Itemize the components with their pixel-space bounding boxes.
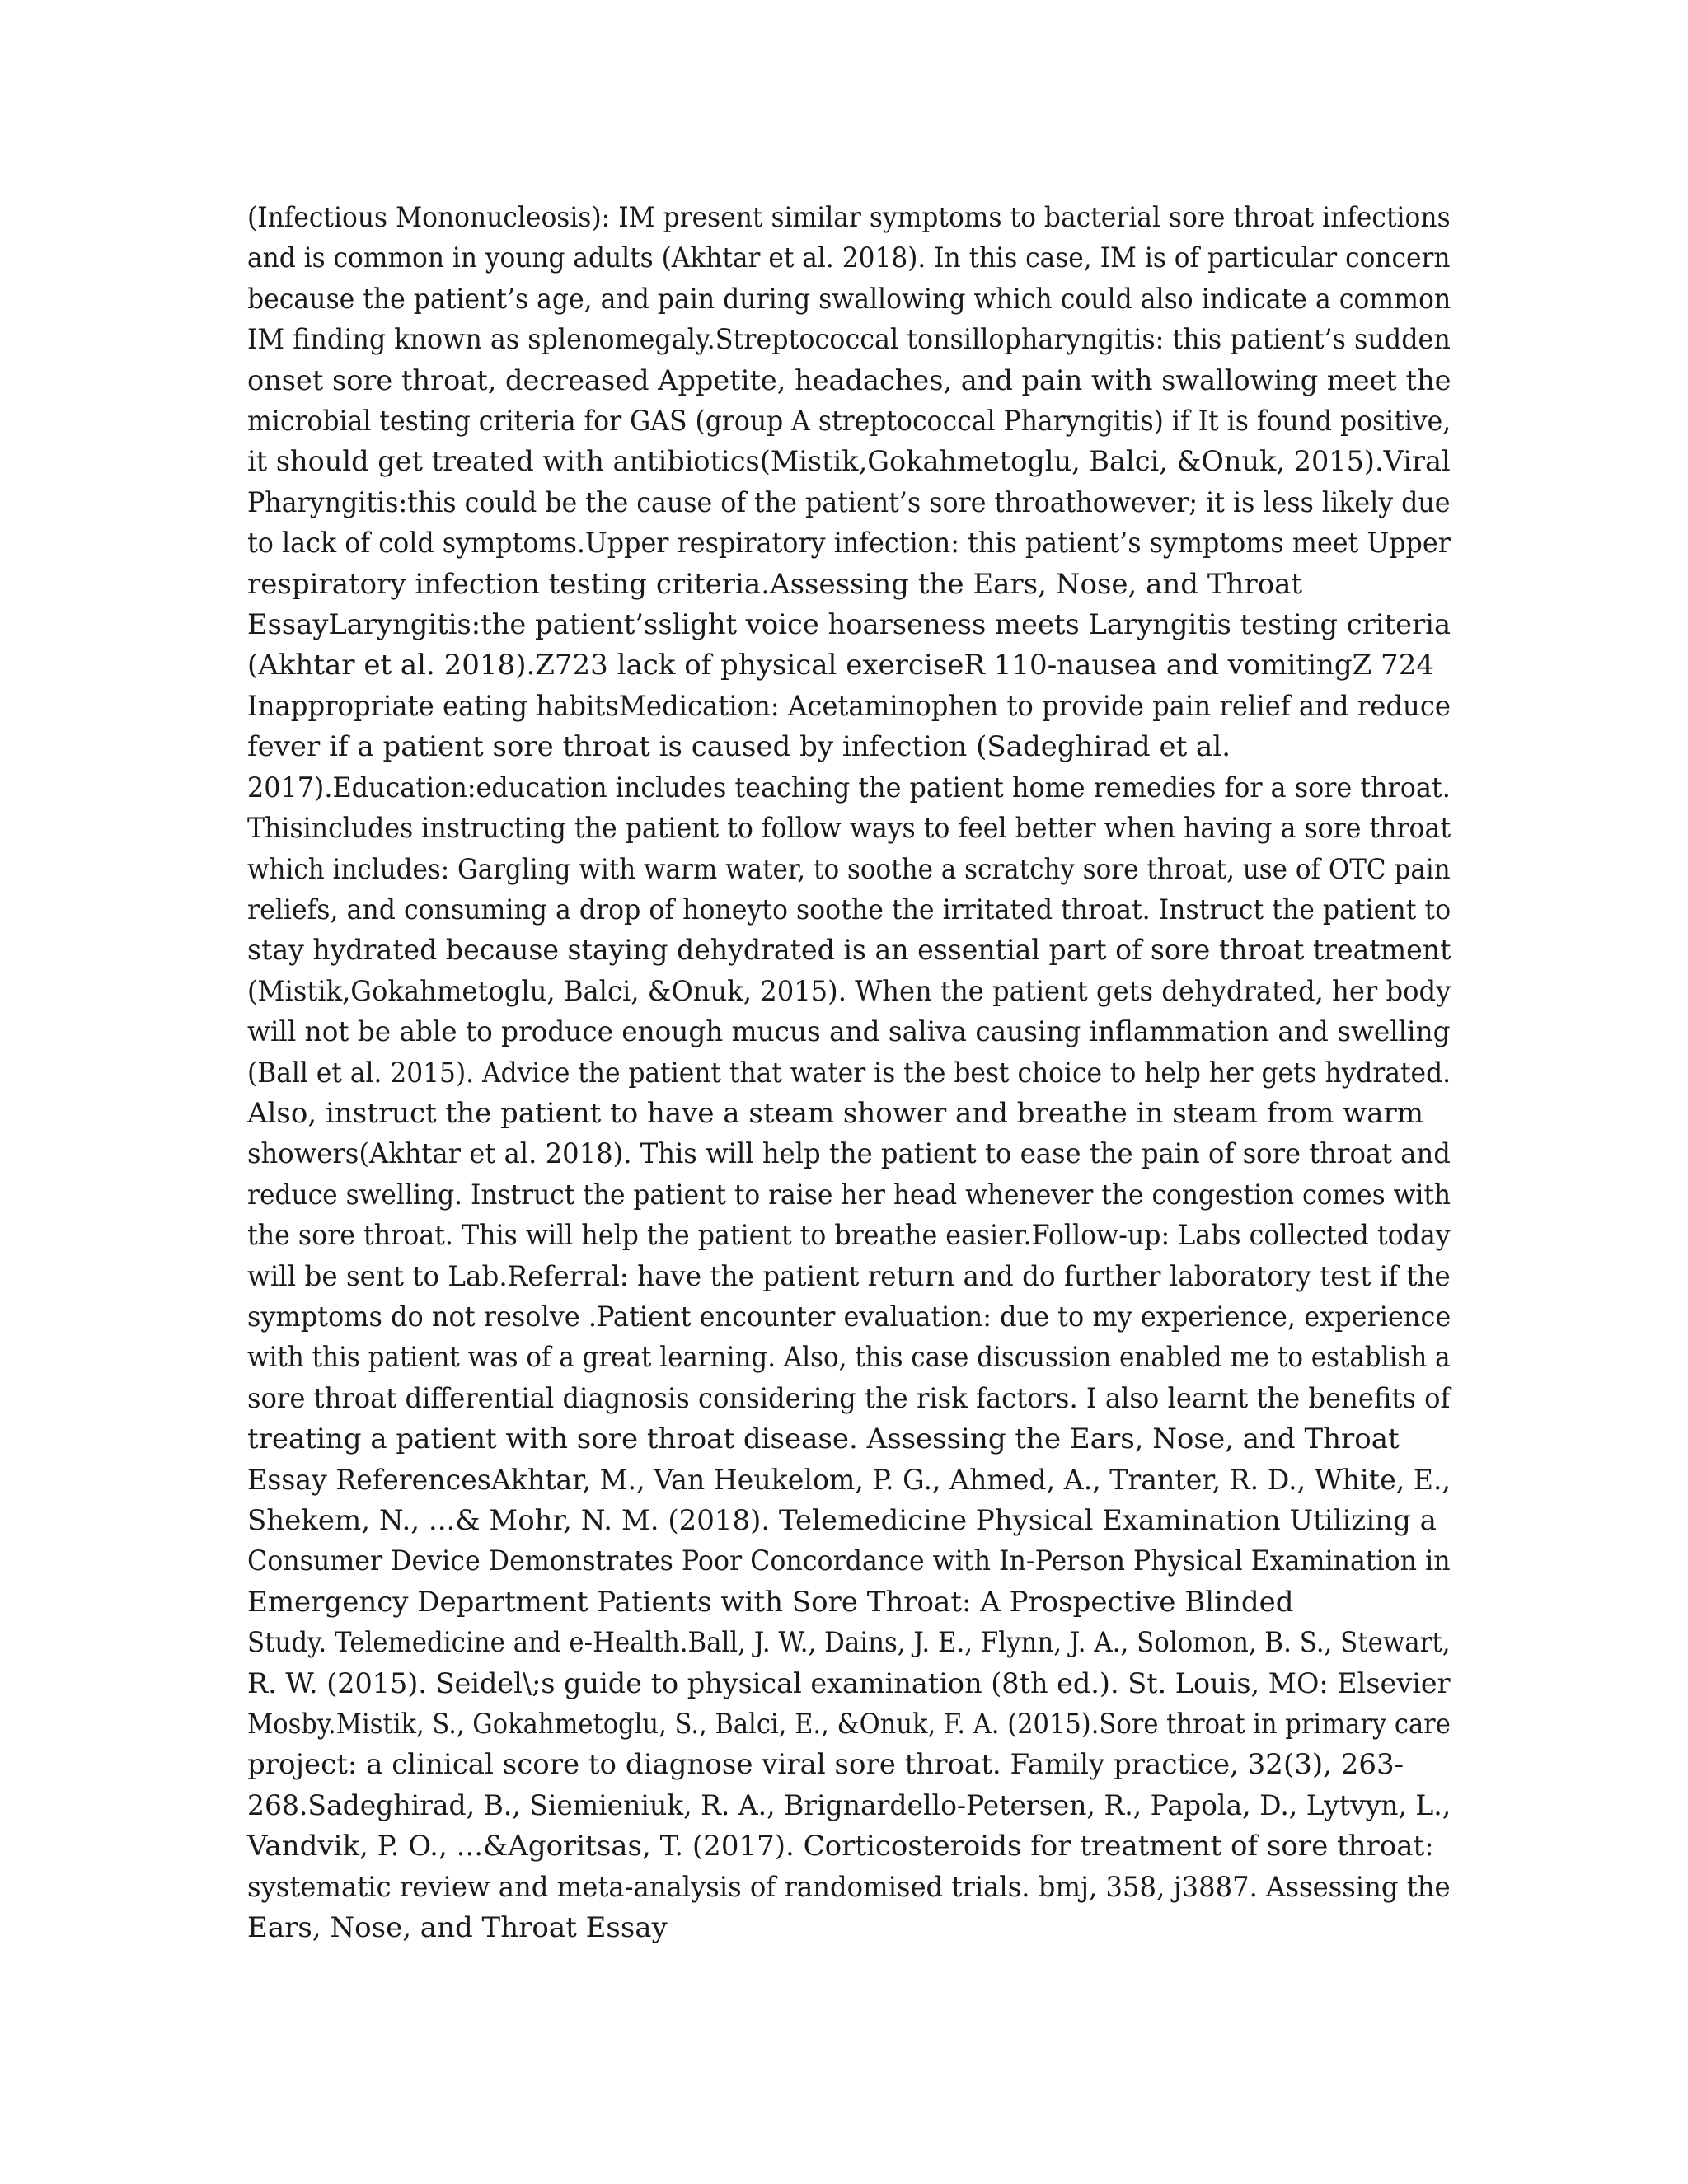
text-line: stay hydrated because staying dehydrated is an essential part of sore throat treatment [247, 934, 1451, 968]
text-line: Shekem, N., ...& Mohr, N. M. (2018). Telemedicine Physical Examination Utilizing a [247, 1504, 1437, 1537]
text-line: Inappropriate eating habitsMedication: Acetaminophen to provide pain relief and reduce [247, 689, 1451, 723]
text-line: respiratory infection testing criteria.Assessing the Ears, Nose, and Throat [247, 567, 1303, 601]
text-line: Study. Telemedicine and e-Health.Ball, J. W., Dains, J. E., Flynn, J. A., Solomon, B. S., Stewart, [247, 1626, 1451, 1660]
text-line: with this patient was of a great learning. Also, this case discussion enabled me to establish a [247, 1341, 1451, 1375]
text-line: (Mistik,Gokahmetoglu, Balci, &Onuk, 2015). When the patient gets dehydrated, her body [247, 974, 1451, 1008]
text-line: will not be able to produce enough mucus and saliva causing inflammation and swelling [247, 1015, 1451, 1049]
text-line: onset sore throat, decreased Appetite, headaches, and pain with swallowing meet the [247, 363, 1451, 397]
text-line: Vandvik, P. O., ...&Agoritsas, T. (2017). Corticosteroids for treatment of sore throat: [247, 1830, 1434, 1863]
text-line: EssayLaryngitis:the patient’sslight voice hoarseness meets Laryngitis testing criteria [247, 608, 1451, 642]
text-line: symptoms do not resolve .Patient encounter evaluation: due to my experience, experience [247, 1300, 1451, 1333]
text-line: Emergency Department Patients with Sore Throat: A Prospective Blinded [247, 1585, 1294, 1619]
text-line: fever if a patient sore throat is caused by infection (Sadeghirad et al. [247, 730, 1231, 764]
text-line: reliefs, and consuming a drop of honeyto soothe the irritated throat. Instruct the patient to [247, 893, 1451, 926]
text-line: project: a clinical score to diagnose viral sore throat. Family practice, 32(3), 263- [247, 1748, 1404, 1782]
text-line: because the patient’s age, and pain during swallowing which could also indicate a common [247, 282, 1451, 316]
text-line: (Akhtar et al. 2018).Z723 lack of physical exerciseR 110-nausea and vomitingZ 724 [247, 649, 1434, 682]
text-line: 2017).Education:education includes teaching the patient home remedies for a sore throat. [247, 771, 1451, 804]
text-line: will be sent to Lab.Referral: have the patient return and do further laboratory test if the [247, 1259, 1451, 1293]
text-line: and is common in young adults (Akhtar et al. 2018). In this case, IM is of particular concern [247, 241, 1451, 275]
text-line: reduce swelling. Instruct the patient to raise her head whenever the congestion comes with [247, 1178, 1451, 1212]
text-line: to lack of cold symptoms.Upper respiratory infection: this patient’s symptoms meet Upper [247, 527, 1451, 560]
text-line: R. W. (2015). Seidel\;s guide to physical examination (8th ed.). St. Louis, MO: Elsevier [247, 1666, 1451, 1700]
text-line: the sore throat. This will help the patient to breathe easier.Follow-up: Labs collected today [247, 1219, 1451, 1253]
text-line: treating a patient with sore throat disease. Assessing the Ears, Nose, and Throat [247, 1422, 1400, 1456]
essay-body-text [247, 198, 1451, 1948]
text-line: Also, instruct the patient to have a steam shower and breathe in steam from warm [247, 1096, 1424, 1130]
text-line: Thisincludes instructing the patient to follow ways to feel better when having a sore throat [247, 812, 1451, 846]
text-line: which includes: Gargling with warm water, to soothe a scratchy sore throat, use of OTC pain [247, 852, 1451, 886]
text-line: Consumer Device Demonstrates Poor Concordance with In-Person Physical Examination in [247, 1544, 1451, 1578]
text-line: (Ball et al. 2015). Advice the patient that water is the best choice to help her gets hydrated. [247, 1056, 1451, 1090]
text-line: (Infectious Mononucleosis): IM present similar symptoms to bacterial sore throat infections [247, 201, 1451, 234]
text-line: IM finding known as splenomegaly.Streptococcal tonsillopharyngitis: this patient’s sudden [247, 323, 1451, 357]
text-line: showers(Akhtar et al. 2018). This will help the patient to ease the pain of sore throat and [247, 1137, 1451, 1171]
text-line: Mosby.Mistik, S., Gokahmetoglu, S., Balci, E., &Onuk, F. A. (2015).Sore throat in primary care [247, 1708, 1451, 1741]
text-line: Ears, Nose, and Throat Essay [247, 1911, 668, 1945]
text-line: systematic review and meta-analysis of randomised trials. bmj, 358, j3887. Assessing the [247, 1870, 1451, 1904]
text-line: it should get treated with antibiotics(Mistik,Gokahmetoglu, Balci, &Onuk, 2015).Viral [247, 445, 1451, 479]
text-line: microbial testing criteria for GAS (group A streptococcal Pharyngitis) if It is found positive, [247, 405, 1451, 438]
text-line: sore throat differential diagnosis considering the risk factors. I also learnt the benefits of [247, 1381, 1451, 1415]
text-line: Essay ReferencesAkhtar, M., Van Heukelom, P. G., Ahmed, A., Tranter, R. D., White, E., [247, 1463, 1451, 1497]
text-line: 268.Sadeghirad, B., Siemieniuk, R. A., Brignardello-Petersen, R., Papola, D., Lytvyn, L., [247, 1788, 1451, 1822]
text-line: Pharyngitis:this could be the cause of the patient’s sore throathowever; it is less likely due [247, 485, 1451, 519]
